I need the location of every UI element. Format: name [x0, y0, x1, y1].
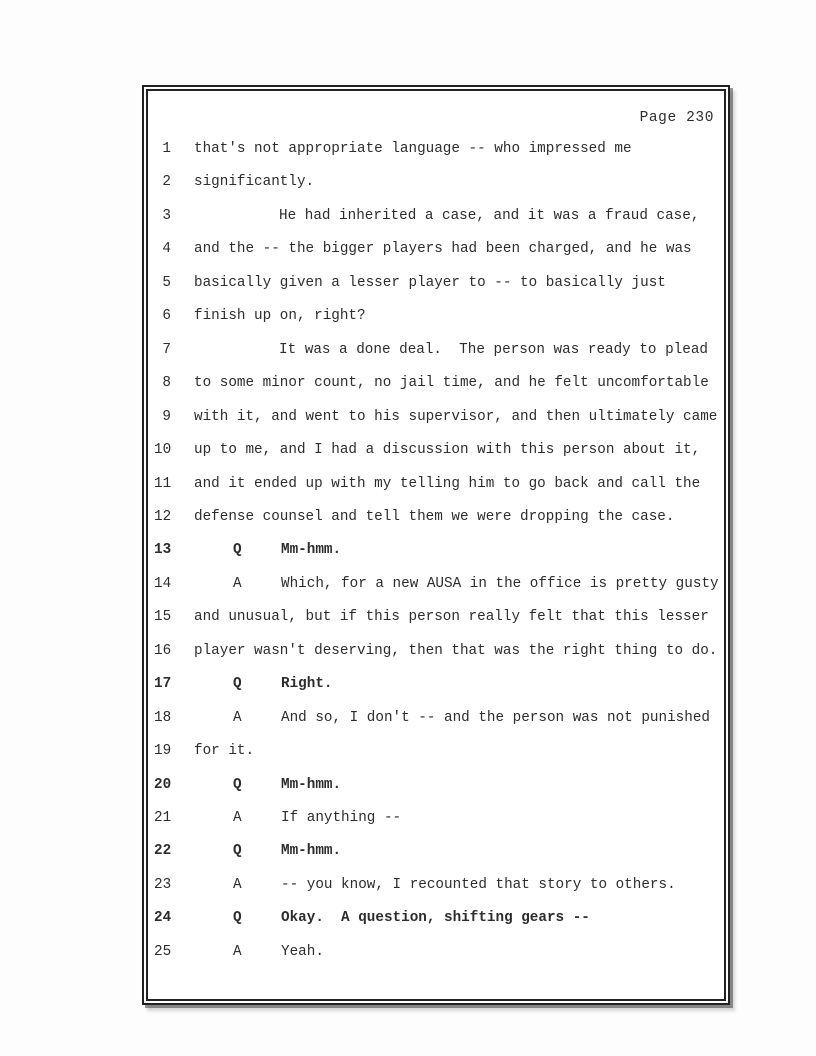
transcript-line	[154, 575, 720, 595]
line-number: 19	[154, 743, 172, 760]
utterance-text: and it ended up with my telling him to go back and call the	[194, 475, 701, 492]
line-number: 3	[162, 207, 171, 224]
transcript-line	[154, 675, 720, 695]
line-number: 17	[154, 676, 172, 693]
utterance-text: And so, I don't -- and the person was not punished	[281, 709, 710, 726]
utterance-text: -- you know, I recounted that story to others.	[281, 876, 676, 893]
utterance-text: Mm-hmm.	[281, 843, 342, 860]
transcript-line	[154, 943, 720, 963]
utterance-text: and the -- the bigger players had been charged, and he was	[194, 241, 692, 258]
speaker-label: A	[233, 575, 242, 592]
utterance-text: He had inherited a case, and it was a fraud case,	[279, 207, 700, 224]
utterance-text: It was a done deal. The person was ready to plead	[279, 341, 708, 358]
utterance-text: Right.	[281, 676, 333, 693]
line-number: 22	[154, 843, 172, 860]
utterance-text: Okay. A question, shifting gears --	[281, 910, 590, 927]
transcript-line	[154, 842, 720, 862]
line-number: 18	[154, 709, 172, 726]
utterance-text: finish up on, right?	[194, 308, 366, 325]
utterance-text: to some minor count, no jail time, and he felt uncomfortable	[194, 375, 709, 392]
utterance-text: and unusual, but if this person really felt that this lesser	[194, 609, 709, 626]
line-number: 9	[162, 408, 171, 425]
transcript-line	[154, 508, 720, 528]
utterance-text: that's not appropriate language -- who impressed me	[194, 141, 632, 157]
line-number: 24	[154, 910, 172, 927]
speaker-label: Q	[233, 843, 242, 860]
transcript-line	[154, 776, 720, 796]
transcript-line	[154, 173, 720, 193]
utterance-text: Mm-hmm.	[281, 542, 342, 559]
utterance-text: with it, and went to his supervisor, and then ultimately came	[194, 408, 718, 425]
line-number: 8	[162, 375, 171, 392]
transcript-line	[154, 742, 720, 762]
transcript-line	[154, 475, 720, 495]
utterance-text: Which, for a new AUSA in the office is pretty gusty	[281, 575, 719, 592]
transcript-line	[154, 140, 720, 160]
transcript-line	[154, 541, 720, 561]
utterance-text: Yeah.	[281, 943, 324, 960]
line-number: 23	[154, 876, 172, 893]
transcript-line	[154, 341, 720, 361]
line-number: 6	[162, 308, 171, 325]
transcript-line	[154, 909, 720, 929]
line-number: 1	[162, 141, 171, 157]
speaker-label: A	[233, 709, 242, 726]
page-number-label: Page 230	[639, 110, 714, 126]
line-number: 16	[154, 642, 172, 659]
utterance-text: significantly.	[194, 174, 315, 191]
transcript-line	[154, 240, 720, 260]
transcript-line	[154, 608, 720, 628]
transcript-inner-frame	[146, 89, 726, 1001]
transcript-line	[154, 709, 720, 729]
transcript-border-frame	[142, 85, 730, 1005]
speaker-label: A	[233, 943, 242, 960]
transcript-line	[154, 274, 720, 294]
transcript-line	[154, 809, 720, 829]
line-number: 11	[154, 475, 172, 492]
line-number: 15	[154, 609, 172, 626]
transcript-line	[154, 374, 720, 394]
line-number: 21	[154, 810, 172, 826]
line-number: 10	[154, 442, 172, 459]
transcript-lines	[154, 91, 720, 999]
utterance-text: If anything --	[281, 810, 402, 826]
utterance-text: basically given a lesser player to -- to basically just	[194, 274, 666, 291]
transcript-line	[154, 876, 720, 896]
speaker-label: Q	[233, 676, 242, 693]
line-number: 25	[154, 943, 172, 960]
line-number: 7	[162, 341, 171, 358]
line-number: 12	[154, 508, 172, 525]
transcript-line	[154, 408, 720, 428]
line-number: 14	[154, 575, 172, 592]
speaker-label: Q	[233, 776, 242, 793]
transcript-line	[154, 207, 720, 227]
speaker-label: A	[233, 810, 242, 826]
transcript-line	[154, 307, 720, 327]
utterance-text: for it.	[194, 743, 255, 760]
utterance-text: defense counsel and tell them we were dropping the case.	[194, 508, 675, 525]
transcript-line	[154, 441, 720, 461]
line-number: 13	[154, 542, 172, 559]
line-number: 2	[162, 174, 171, 191]
utterance-text: player wasn't deserving, then that was the right thing to do.	[194, 642, 718, 659]
speaker-label: Q	[233, 910, 242, 927]
speaker-label: A	[233, 876, 242, 893]
line-number: 5	[162, 274, 171, 291]
line-number: 20	[154, 776, 172, 793]
speaker-label: Q	[233, 542, 242, 559]
line-number: 4	[162, 241, 171, 258]
transcript-line	[154, 642, 720, 662]
utterance-text: Mm-hmm.	[281, 776, 342, 793]
utterance-text: up to me, and I had a discussion with this person about it,	[194, 442, 701, 459]
